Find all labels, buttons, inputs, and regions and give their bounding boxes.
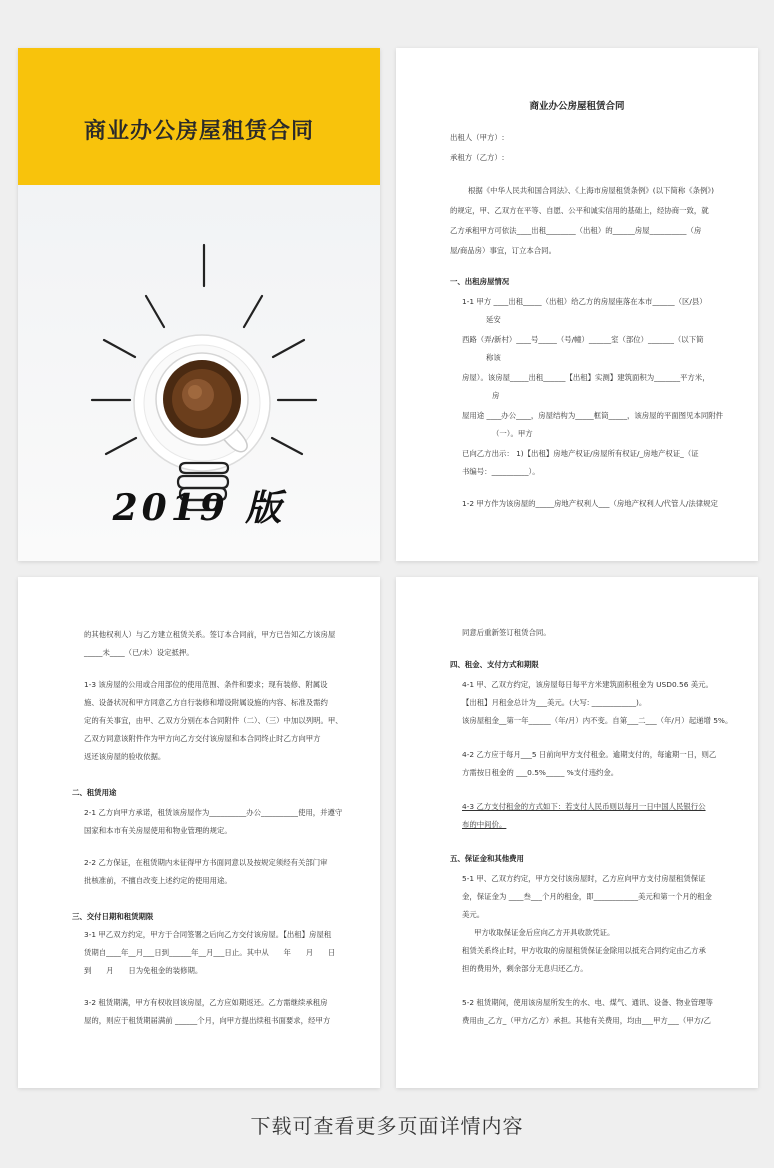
text-line: （一）。甲方 bbox=[492, 429, 533, 438]
lightbulb-coffee-illustration bbox=[18, 185, 380, 485]
text-line: 书编号：__________）。 bbox=[462, 467, 540, 476]
text-line: 已向乙方出示： 1)【出租】房地产权证/房屋所有权证/_房地产权证_（证 bbox=[462, 449, 699, 458]
text-line: 房 bbox=[492, 391, 500, 400]
text-line: 屋用途 ____办公____，房屋结构为_____框筒_____，该房屋的平面图见本同附件 bbox=[462, 411, 724, 420]
text-line: 批核准前，不擅自改变上述约定的使用用途。 bbox=[84, 876, 232, 885]
text-line: 延安 bbox=[486, 315, 501, 324]
text-line: 1-1 甲方 ____出租_____（出租）给乙方的房屋座落在本市______（区/县） bbox=[462, 297, 707, 306]
text-line: 布的中间价。 bbox=[462, 820, 507, 829]
section-heading: 四、租金、支付方式和期限 bbox=[450, 660, 539, 669]
text-line: 【出租】月租金总计为___美元。(大写: ____________)。 bbox=[462, 698, 647, 707]
contract-page-2 bbox=[18, 577, 380, 1088]
text-line: 赁期自____年__月___日到______年__月___日止。其中从 年 月 日 bbox=[84, 948, 336, 957]
download-hint: 下载可查看更多页面详情内容 bbox=[250, 1114, 524, 1138]
text-line: 2-1 乙方向甲方承诺，租赁该房屋作为__________办公__________使用，并遵守 bbox=[84, 808, 343, 817]
cover-page bbox=[18, 48, 380, 561]
text-line: 甲方收取保证金后应向乙方开具收款凭证。 bbox=[474, 928, 615, 937]
text-line: 担的费用外，剩余部分无息归还乙方。 bbox=[462, 964, 588, 973]
page-title: 商业办公房屋租赁合同 bbox=[529, 101, 625, 112]
text-line: 施、设备状况和甲方同意乙方自行装修和增设附属设施的内容、标准及需约 bbox=[84, 698, 328, 707]
text-line: 1-2 甲方作为该房屋的_____房地产权利人___（房地产权利人/代管人/法律规定 bbox=[462, 499, 718, 508]
text-line: 4-1 甲、乙双方约定，该房屋每日每平方米建筑面积租金为 USD0.56 美元。 bbox=[462, 680, 713, 689]
section-heading: 二、租赁用途 bbox=[72, 788, 117, 797]
contract-page-3 bbox=[396, 577, 758, 1088]
text-line: 租赁关系终止时，甲方收取的房屋租赁保证金除用以抵充合同约定由乙方承 bbox=[462, 946, 706, 955]
section-heading: 一、出租房屋情况 bbox=[450, 277, 510, 286]
text-line: 费用由_乙方_（甲方/乙方）承担。其他有关费用，均由___甲方___（甲方/乙 bbox=[462, 1016, 711, 1025]
text-line: 3-2 租赁期满，甲方有权收回该房屋，乙方应如期返还。乙方需继续承租房 bbox=[84, 998, 328, 1007]
text-line: 根据《中华人民共和国合同法》、《上海市房屋租赁条例》(以下简称《条例》) bbox=[468, 186, 714, 195]
text-line: 称该 bbox=[486, 353, 501, 362]
text-line: 4-3 乙方支付租金的方式如下：若支付人民币则以每月一日中国人民银行公 bbox=[462, 802, 706, 811]
text-line: 同意后重新签订租赁合同。 bbox=[462, 628, 551, 637]
section-heading: 三、交付日期和租赁期限 bbox=[72, 912, 154, 921]
text-line: 出租人（甲方）: bbox=[450, 133, 505, 142]
cover-year: 2019 版 bbox=[112, 487, 286, 529]
text-line: 西路（弄/新村）____号_____（号/幢）______室（部位）_______（以下简 bbox=[462, 335, 704, 344]
text-line: 承租方（乙方）: bbox=[450, 153, 505, 162]
text-line: 的其他权利人）与乙方建立租赁关系。签订本合同前，甲方已告知乙方该房屋 bbox=[84, 630, 336, 639]
section-heading: 五、保证金和其他费用 bbox=[450, 854, 524, 863]
text-line: 返还该房屋的验收依据。 bbox=[84, 752, 166, 761]
text-line: 屋/商品房）事宜，订立本合同。 bbox=[450, 246, 556, 255]
contract-page-1 bbox=[396, 48, 758, 561]
text-line: 5-2 租赁期间，使用该房屋所发生的水、电、煤气、通讯、设备、物业管理等 bbox=[462, 998, 713, 1007]
text-line: 定的有关事宜，由甲、乙双方分别在本合同附件（二）、（三）中加以列明。甲、 bbox=[84, 716, 343, 725]
text-line: 到 月 日为免租金的装修期。 bbox=[84, 966, 203, 975]
text-line: 该房屋租金__第一年______（年/月）内不变。自第___二___（年/月）起递增 5%。 bbox=[462, 716, 733, 725]
text-line: 方需按日租金的 ___0.5%_____ %支付违约金。 bbox=[462, 768, 619, 777]
text-line: 2-2 乙方保证，在租赁期内未征得甲方书面同意以及按规定须经有关部门审 bbox=[84, 858, 328, 867]
cover-title: 商业办公房屋租赁合同 bbox=[83, 119, 314, 144]
text-line: 金，保证金为 ____叁___个月的租金，即____________美元和第一个月的租金 bbox=[462, 892, 712, 901]
text-line: 乙双方同意该附件作为甲方向乙方交付该房屋和本合同终止时乙方向甲方 bbox=[84, 734, 321, 743]
text-line: 乙方承租甲方可依法____出租________（出租）的______房屋__________（房 bbox=[450, 226, 702, 235]
text-line: 房屋）。该房屋_____出租______【出租】实测】建筑面积为_______平方米， bbox=[462, 373, 710, 382]
text-line: _____未____（已/未）设定抵押。 bbox=[84, 648, 194, 657]
text-line: 3-1 甲乙双方约定，甲方于合同签署之后向乙方交付该房屋。【出租】房屋租 bbox=[84, 930, 332, 939]
text-line: 4-2 乙方应于每月___5 日前向甲方支付租金。逾期支付的，每逾期一日，则乙 bbox=[462, 750, 717, 759]
text-line: 屋的，则应于租赁期届满前 ______个月，向甲方提出续租书面要求，经甲方 bbox=[84, 1016, 331, 1025]
text-line: 美元。 bbox=[462, 910, 485, 919]
text-line: 国家和本市有关房屋使用和物业管理的规定。 bbox=[84, 826, 232, 835]
text-line: 1-3 该房屋的公用或合用部位的使用范围、条件和要求；现有装修、附属设 bbox=[84, 680, 328, 689]
text-line: 的规定，甲、乙双方在平等、自愿、公平和诚实信用的基础上，经协商一致，就 bbox=[450, 206, 709, 215]
text-line: 5-1 甲、乙双方约定，甲方交付该房屋时，乙方应向甲方支付房屋租赁保证 bbox=[462, 874, 706, 883]
